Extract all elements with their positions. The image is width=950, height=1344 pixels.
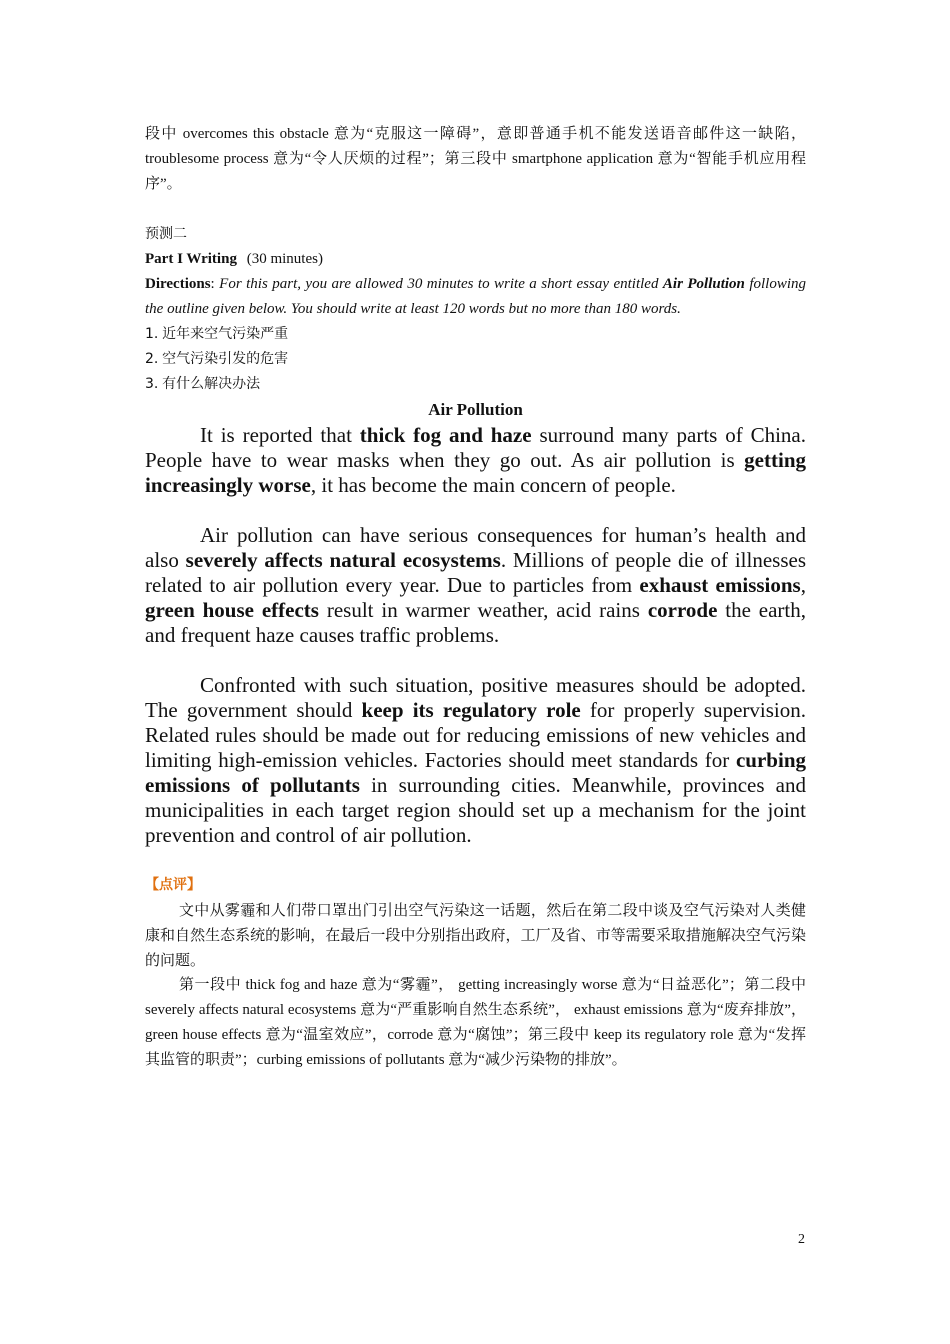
outline-num: 3. bbox=[145, 376, 159, 392]
directions-label: Directions bbox=[145, 276, 211, 292]
essay-title: Air Pollution bbox=[428, 400, 523, 419]
spacer bbox=[145, 197, 806, 222]
outline-item bbox=[145, 372, 806, 397]
spacer bbox=[145, 848, 806, 872]
essay-keyword: getting increasingly worse bbox=[145, 448, 806, 497]
page-number: 2 bbox=[798, 1232, 805, 1247]
outline-text: 空气污染引发的危害 bbox=[162, 351, 289, 367]
comment-tag: 【点评】 bbox=[145, 877, 201, 893]
essay-keyword: curbing emissions of pollutants bbox=[145, 748, 806, 797]
part-title: Part I Writing bbox=[145, 251, 237, 267]
directions-essay-title: Air Pollution bbox=[662, 276, 745, 292]
essay-text: , it has become the main concern of people. bbox=[310, 473, 676, 497]
outline-list bbox=[145, 322, 806, 397]
outline-text: 有什么解决办法 bbox=[162, 376, 261, 392]
directions-text-after: following the outline given below. You should write at least 120 words but no more than 180 words. bbox=[145, 276, 807, 317]
outline-num: 2. bbox=[145, 351, 159, 367]
essay-text: It is reported that bbox=[200, 423, 360, 447]
essay-text: result in warmer weather, acid rains bbox=[318, 598, 648, 622]
comment-body bbox=[145, 898, 806, 1073]
essay-text: surround many parts of China. People have to wear masks when they go out. As air pollution is bbox=[145, 423, 806, 472]
part-duration: (30 minutes) bbox=[246, 251, 323, 267]
essay-paragraph-1 bbox=[145, 423, 806, 498]
essay-keyword: keep its regulatory role bbox=[361, 698, 581, 722]
directions-text-before: For this part, you are allowed 30 minutes to write a short essay entitled bbox=[219, 276, 663, 292]
document-page bbox=[145, 122, 806, 1073]
spacer bbox=[145, 648, 806, 673]
outline-item bbox=[145, 322, 806, 347]
outline-text: 近年来空气污染严重 bbox=[162, 326, 289, 342]
essay-text: Air pollution can have serious consequences for human’s health and also bbox=[145, 523, 806, 572]
spacer bbox=[145, 498, 806, 523]
essay-keyword: exhaust emissions bbox=[639, 573, 801, 597]
part-heading bbox=[145, 247, 806, 272]
essay-keyword: thick fog and haze bbox=[359, 423, 532, 447]
essay-body bbox=[145, 423, 806, 848]
essay-keyword: corrode bbox=[647, 598, 718, 622]
outline-num: 1. bbox=[145, 326, 159, 342]
comment-paragraph-1: 文中从雾霾和人们带口罩出门引出空气污染这一话题，然后在第二段中谈及空气污染对人类健康和自然生态系统的影响，在最后一段中分别指出政府，工厂及省、市等需要采取措施解决空气污染的问题。 bbox=[145, 901, 806, 969]
essay-keyword: severely affects natural ecosystems bbox=[185, 548, 501, 572]
section-label: 预测二 bbox=[145, 226, 187, 242]
essay-paragraph-3 bbox=[145, 673, 806, 848]
directions: Directions: For this part, you are allowed 30 minutes to write a short essay entitled Air Pollution following the outline given below. You should write at least 120 words but no more than 180 words. bbox=[145, 276, 807, 317]
essay-paragraph-2 bbox=[145, 523, 806, 648]
outline-item bbox=[145, 347, 806, 372]
intro-paragraph: 段中 overcomes this obstacle 意为“克服这一障碍”，意即普通手机不能发送语音邮件这一缺陷，troublesome process 意为“令人厌烦的过程”；第三段中 smartphone application 意为“智能手机应用程序”。 bbox=[145, 126, 806, 192]
essay-text: for properly supervision. Related rules should be made out for reducing emissions of new vehicles and limiting high-emission vehicles. Factories should meet standards for bbox=[145, 698, 806, 772]
essay-keyword: green house effects bbox=[145, 598, 319, 622]
essay-text: the earth, and frequent haze causes traffic problems. bbox=[145, 598, 807, 647]
comment-paragraph-2: 第一段中 thick fog and haze 意为“雾霾”， getting increasingly worse 意为“日益恶化”；第二段中 severely affects natural ecosystems 意为“严重影响自然生态系统”， exhaust emissions 意为“废弃排放”，green house effects 意为“温室效应”，corrode 意为“腐蚀”；第三段中 keep its regulatory role 意为“发挥其监管的职责”；curbing emissions of pollutants 意为“减少污染物的排放”。 bbox=[145, 977, 806, 1068]
essay-text: . Millions of people die of illnesses related to air pollution every year. Due to particles from bbox=[145, 548, 806, 597]
essay-text: , bbox=[800, 573, 806, 597]
essay-text: Confronted with such situation, positive measures should be adopted. The government should bbox=[145, 673, 806, 722]
essay-text: in surrounding cities. Meanwhile, provinces and municipalities in each target region should set up a mechanism for the joint prevention and control of air pollution. bbox=[145, 773, 806, 847]
